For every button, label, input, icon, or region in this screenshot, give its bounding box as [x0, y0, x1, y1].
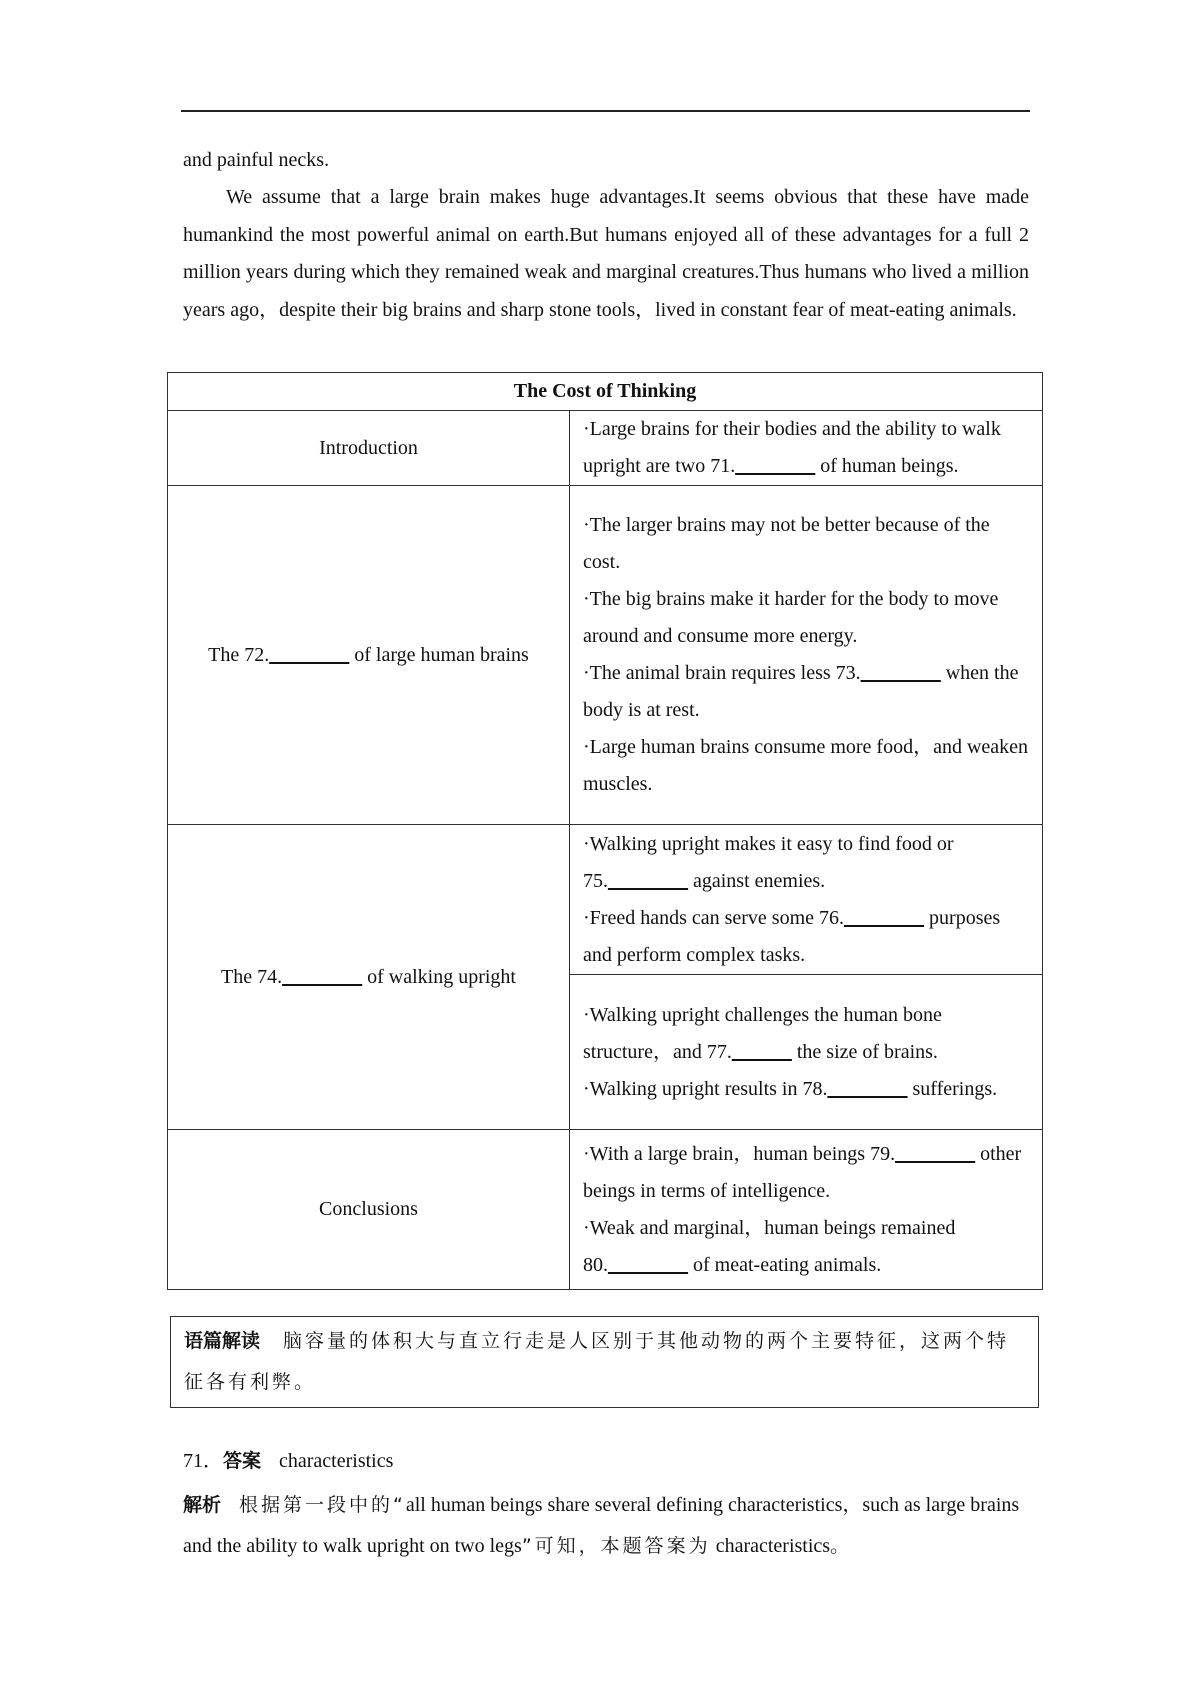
blank-80[interactable]: ________: [608, 1253, 688, 1276]
row-costs-content: [570, 486, 1043, 825]
analysis-paragraph: 解析 根据第一段中的“all human beings share several defining characteristics，such as large brains and the ability to walk upright on two legs”可知，本题答案为 characteristics。: [183, 1494, 1020, 1557]
blank-75[interactable]: ________: [608, 869, 688, 892]
blank-72[interactable]: ________: [269, 643, 350, 666]
blank-78[interactable]: ________: [827, 1077, 908, 1100]
answer-label: 答案: [223, 1450, 262, 1472]
reading-summary-label: 语篇解读: [184, 1330, 261, 1352]
costs-item-4: ·Large human brains consume more food，and weaken muscles.: [583, 736, 1029, 795]
costs-item-2: ·The big brains make it harder for the body to move around and consume more energy.: [583, 588, 999, 647]
analysis-quote: all human beings share several defining characteristics，such as large brains and the ability to walk upright on two legs: [183, 1494, 1020, 1557]
row-introduction-content: ·Large brains for their bodies and the ability to walk upright are two 71.________ of human beings.: [570, 411, 1043, 486]
walking-item-2: ·Freed hands can serve some 76.________ purposes and perform complex tasks.: [583, 906, 1001, 966]
header-rule: [181, 110, 1030, 112]
blank-76[interactable]: ________: [844, 906, 925, 929]
row-introduction-heading: Introduction: [168, 411, 570, 486]
conclusions-item-1: ·With a large brain，human beings 79.________ other beings in terms of intelligence.: [583, 1142, 1022, 1202]
walking-item-4: ·Walking upright results in 78.________ sufferings.: [583, 1077, 998, 1100]
passage-line-tail: and painful necks.: [183, 149, 330, 171]
row-walking-heading: The 74.________ of walking upright: [168, 825, 570, 1130]
analysis-answer: characteristics: [710, 1535, 831, 1557]
answer-line: [183, 1446, 393, 1476]
row-conclusions-heading: Conclusions: [168, 1130, 570, 1290]
costs-item-3: ·The animal brain requires less 73.________ when the body is at rest.: [583, 662, 1019, 721]
passage-paragraph: We assume that a large brain makes huge advantages.It seems obvious that these have made humankind the most powerful animal on earth.But humans enjoyed all of these advantages for a full 2 million years during which they remained weak and marginal creatures.Thus humans who lived a million years ago，despite their big brains and sharp stone tools，lived in constant fear of meat-eating animals.: [183, 186, 1029, 321]
row-walking-benefits: [570, 825, 1043, 975]
row-walking-costs: [570, 975, 1043, 1130]
walking-item-3: ·Walking upright challenges the human bone structure，and 77.______ the size of brains.: [583, 1003, 942, 1063]
blank-74[interactable]: ________: [282, 965, 363, 988]
answer-text: characteristics: [279, 1450, 394, 1472]
row-costs-heading: The 72.________ of large human brains: [168, 486, 570, 825]
walking-item-1: ·Walking upright makes it easy to find food or 75.________ against enemies.: [583, 832, 954, 892]
blank-71[interactable]: ________: [735, 455, 816, 477]
row-conclusions-content: [570, 1130, 1043, 1290]
costs-item-1: ·The larger brains may not be better because of the cost.: [583, 514, 990, 573]
answer-number: 71．: [183, 1450, 223, 1472]
outline-table: [167, 372, 1043, 1290]
analysis-label: 解析: [183, 1494, 222, 1516]
blank-77[interactable]: ______: [731, 1040, 792, 1063]
reading-summary-box: [170, 1316, 1039, 1408]
blank-79[interactable]: ________: [895, 1142, 976, 1165]
blank-73[interactable]: ________: [860, 662, 941, 684]
reading-summary-text: 脑容量的体积大与直立行走是人区别于其他动物的两个主要特征，这两个特征各有利弊。: [184, 1330, 1010, 1393]
conclusions-item-2: ·Weak and marginal，human beings remained 80.________ of meat-eating animals.: [583, 1216, 956, 1276]
table-title: The Cost of Thinking: [168, 373, 1043, 411]
